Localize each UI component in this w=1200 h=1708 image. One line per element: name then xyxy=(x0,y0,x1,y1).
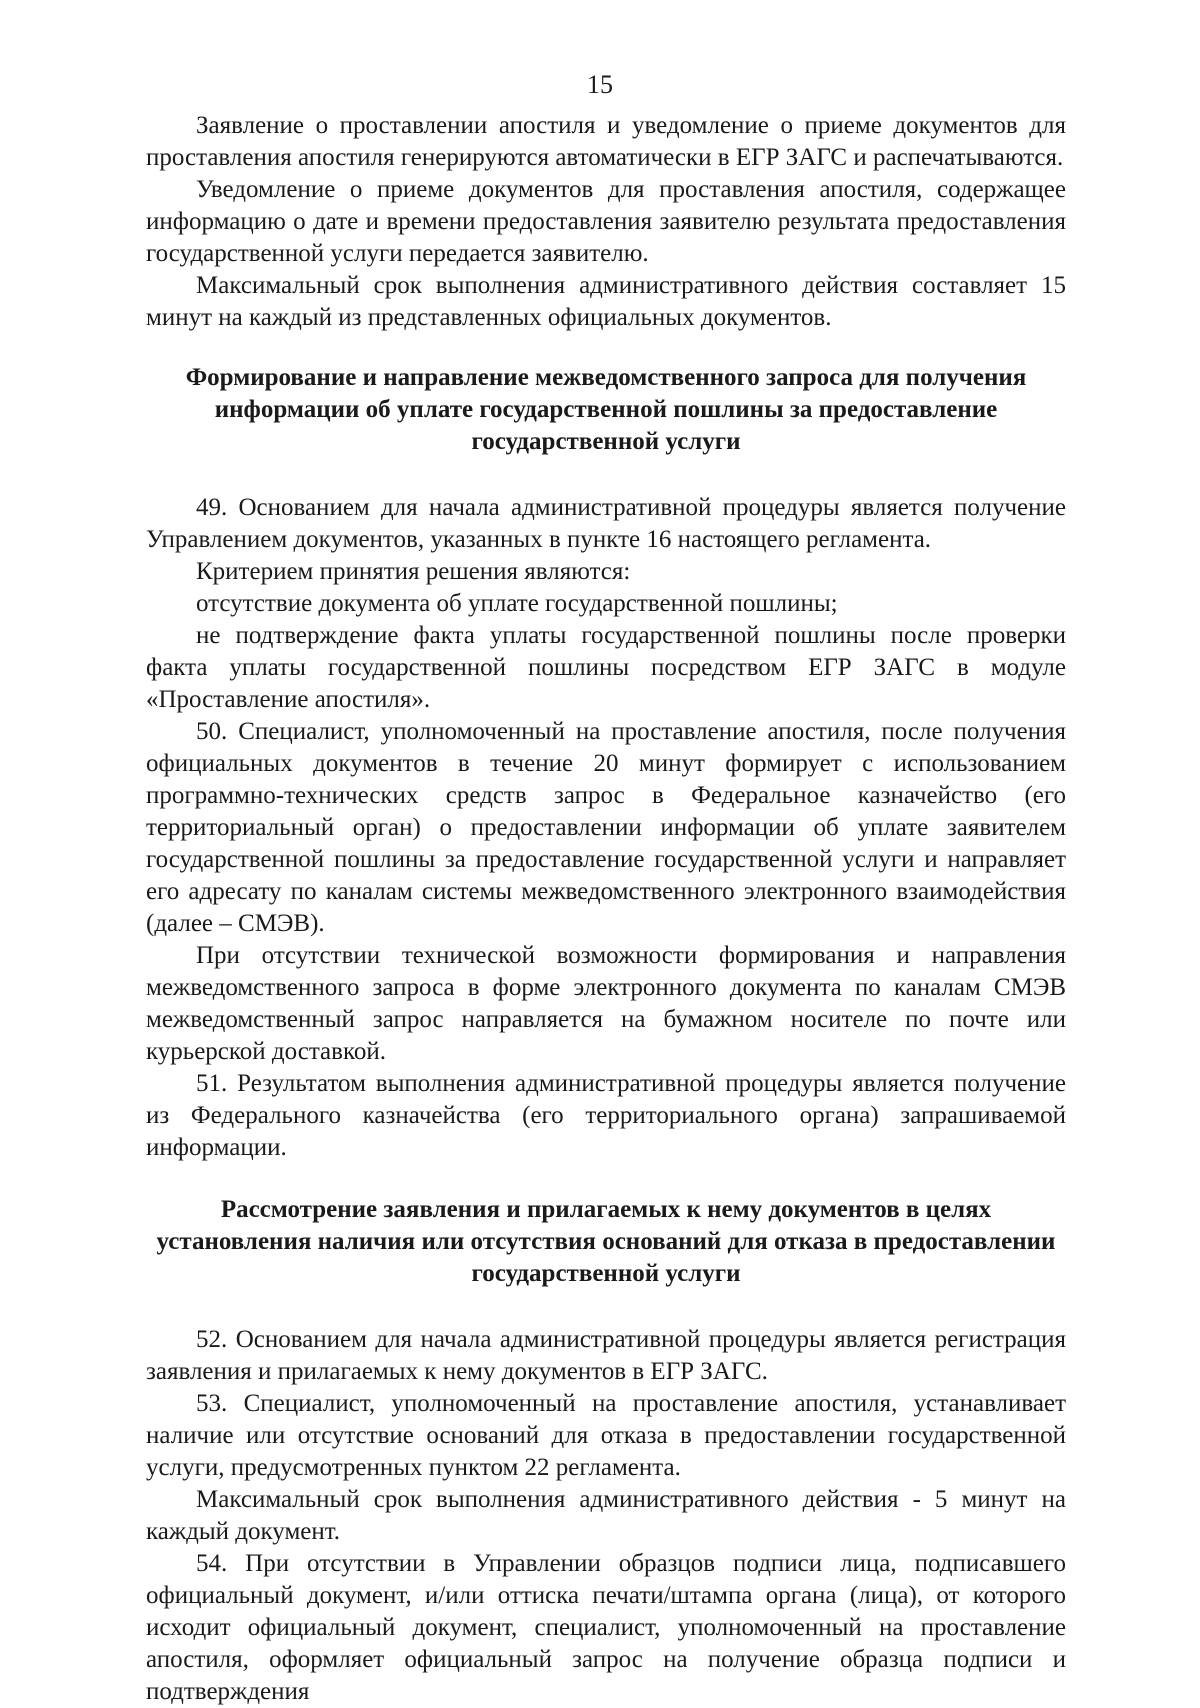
paragraph: Заявление о проставлении апостиля и уведомление о приеме документов для проставления апостиля генерируются автоматически в ЕГР ЗАГС и распечатываются. xyxy=(146,112,1066,171)
paragraph: отсутствие документа об уплате государственной пошлины; xyxy=(196,590,838,617)
section-heading-interagency-request: Формирование и направление межведомственного запроса для получения информации об уплате государственной пошлины за предоставление государственной услуги xyxy=(185,364,1027,455)
page-number: 15 xyxy=(587,70,613,99)
paragraph: 53. Специалист, уполномоченный на проставление апостиля, устанавливает наличие или отсутствие оснований для отказа в предоставлении государственной услуги, предусмотренных пунктом 22 регламента. xyxy=(146,1390,1066,1481)
paragraph: 54. При отсутствии в Управлении образцов подписи лица, подписавшего официальный документ, и/или оттиска печати/штампа органа (лица), от которого исходит официальный документ, специалист, уполномоченный на проставление апостиля, оформляет официальный запрос на получение образца подписи и подтверждения xyxy=(146,1550,1066,1705)
paragraph: 51. Результатом выполнения административной процедуры является получение из Федерального казначейства (его территориального органа) запрашиваемой информации. xyxy=(146,1070,1066,1161)
section-heading-application-review: Рассмотрение заявления и прилагаемых к нему документов в целях установления наличия или отсутствия оснований для отказа в предоставлении государственной услуги xyxy=(156,1196,1056,1287)
paragraph: 50. Специалист, уполномоченный на проставление апостиля, после получения официальных документов в течение 20 минут формирует с использованием программно-технических средств запрос в Федеральное казначейство (его территориальный орган) о предоставлении информации об уплате заявителем государственной пошлины за предоставление государственной услуги и направляет его адресату по каналам системы межведомственного электронного взаимодействия (далее – СМЭВ). xyxy=(146,718,1066,937)
paragraph: 49. Основанием для начала административной процедуры является получение Управлением документов, указанных в пункте 16 настоящего регламента. xyxy=(146,494,1066,553)
document-body xyxy=(146,110,1066,1708)
paragraph: Критерием принятия решения являются: xyxy=(196,558,631,585)
paragraph: При отсутствии технической возможности формирования и направления межведомственного запроса в форме электронного документа по каналам СМЭВ межведомственный запрос направляется на бумажном носителе по почте или курьерской доставкой. xyxy=(146,942,1066,1065)
paragraph: Уведомление о приеме документов для проставления апостиля, содержащее информацию о дате и времени предоставления заявителю результата предоставления государственной услуги передается заявителю. xyxy=(146,176,1066,267)
paragraph: 52. Основанием для начала административной процедуры является регистрация заявления и прилагаемых к нему документов в ЕГР ЗАГС. xyxy=(146,1326,1066,1385)
paragraph: Максимальный срок выполнения административного действия - 5 минут на каждый документ. xyxy=(146,1486,1066,1545)
paragraph: Максимальный срок выполнения административного действия составляет 15 минут на каждый из представленных официальных документов. xyxy=(146,272,1066,331)
paragraph: не подтверждение факта уплаты государственной пошлины после проверки факта уплаты государственной пошлины посредством ЕГР ЗАГС в модуле «Проставление апостиля». xyxy=(146,622,1066,713)
